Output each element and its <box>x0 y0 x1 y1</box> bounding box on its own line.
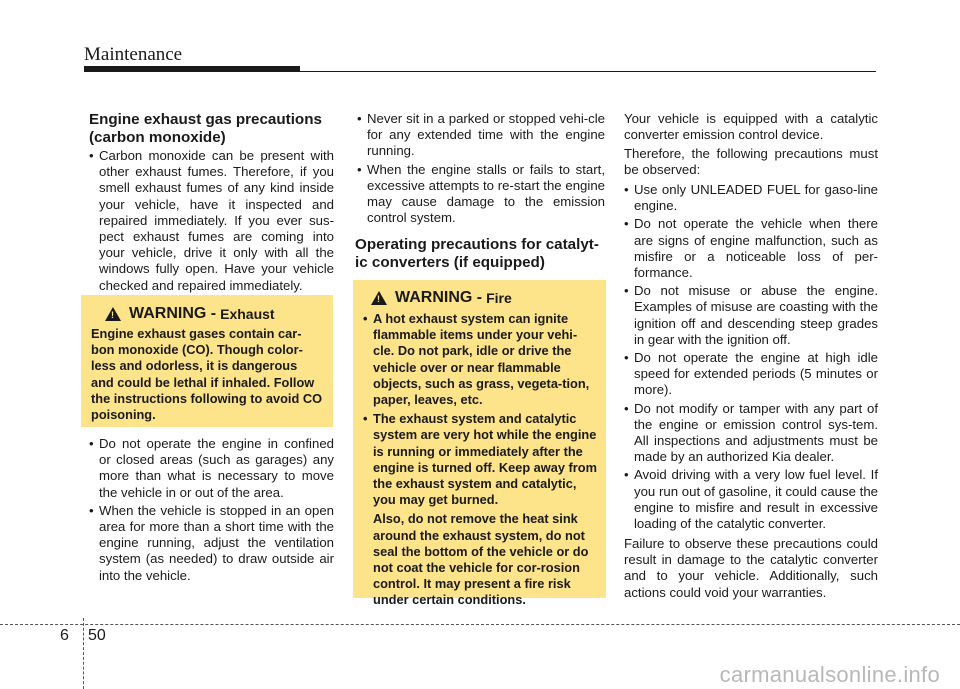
warning-fire-list <box>363 311 597 508</box>
warning-exhaust-box <box>81 295 333 427</box>
col1-bullets-top <box>89 148 334 296</box>
warning-exhaust-header <box>105 305 323 323</box>
col2-bullets-top <box>357 111 605 228</box>
warning-icon <box>371 291 387 305</box>
heading-catalytic: Operating precautions for catalyt-ic converters (if equipped) <box>355 236 599 271</box>
warning-topic: Exhaust <box>220 306 275 322</box>
list-item: • Do not misuse or abuse the engine. Examples of misuse are coasting with the ignition off and descending steep grades in gear with the ignition off. <box>624 283 878 348</box>
list-item: • Carbon monoxide can be present with other exhaust fumes. Therefore, if you smell exhaust fumes of any kind inside your vehicle, have it inspected and repaired immediately. If you ever sus-pect exhaust fumes are coming into your vehicle, drive it only with all the windows fully open. Have your vehicle checked and repaired immediately. <box>89 148 334 294</box>
header-rule-thick <box>84 66 300 72</box>
list-item: • When the vehicle is stopped in an open area for more than a short time with the engine running, adjust the ventilation system (as needed) to draw outside air into the vehicle. <box>89 503 334 584</box>
warning-topic: Fire <box>486 290 512 306</box>
page-number: 50 <box>88 627 106 644</box>
footer-divider <box>83 618 84 689</box>
col3-outro: Failure to observe these precautions could result in damage to the catalytic converter and to your vehicle. Additionally, such actions could void your warranties. <box>624 536 878 600</box>
warning-label: WARNING - <box>395 289 483 306</box>
warning-icon <box>105 307 121 321</box>
list-item: • A hot exhaust system can ignite flammable items under your vehi-cle. Do not park, idle or drive the vehicle over or near flammable objects, such as grass, vegeta-tion, paper, leaves, etc. <box>363 311 597 408</box>
col3-intro-1: Your vehicle is equipped with a catalytic converter emission control device. <box>624 111 878 143</box>
list-item: • Do not modify or tamper with any part of the engine or emission control sys-tem. All inspections and adjustments must be made by an authorized Kia dealer. <box>624 401 878 466</box>
list-item: • Use only UNLEADED FUEL for gaso-line engine. <box>624 182 878 214</box>
list-item: • When the engine stalls or fails to start, excessive attempts to re-start the engine may cause damage to the emission control system. <box>357 162 605 227</box>
section-title: Maintenance <box>84 44 183 65</box>
footer-rule <box>0 624 960 625</box>
warning-fire-header <box>371 289 597 307</box>
header-rule-thin <box>300 71 876 72</box>
col3-intro-2: Therefore, the following precautions must be observed: <box>624 146 878 178</box>
col1-bullets-bottom <box>89 436 334 586</box>
warning-fire-box <box>353 280 606 608</box>
list-item: • Never sit in a parked or stopped vehi-cle for any extended time with the engine running. <box>357 111 605 160</box>
warning-label: WARNING - <box>129 305 217 322</box>
chapter-number: 6 <box>60 627 69 644</box>
list-item: • Do not operate the engine at high idle speed for extended periods (5 minutes or more). <box>624 350 878 399</box>
list-item: • Do not operate the engine in confined or closed areas (such as garages) any more than what is necessary to move the vehicle in or out of the area. <box>89 436 334 501</box>
warning-exhaust-text: Engine exhaust gases contain car-bon monoxide (CO). Though color-less and odorless, it is dangerous and could be lethal if inhaled. Follow the instructions following to avoid CO poisoning. <box>91 326 323 423</box>
warning-fire-extra: Also, do not remove the heat sink around the exhaust system, do not seal the bottom of the vehicle or do not coat the vehicle for cor-rosion control. It may present a fire risk under certain conditions. <box>373 511 589 608</box>
col3-bullets <box>624 182 878 534</box>
heading-exhaust-gas: Engine exhaust gas precautions (carbon monoxide) <box>89 111 322 146</box>
list-item: • Do not operate the vehicle when there are signs of engine malfunction, such as misfire or a noticeable loss of per-formance. <box>624 216 878 281</box>
list-item: • The exhaust system and catalytic system are very hot while the engine is running or immediately after the engine is turned off. Keep away from the exhaust system and catalytic, you may get burned. <box>363 411 597 508</box>
watermark: carmanualsonline.info <box>719 662 940 687</box>
list-item: • Avoid driving with a very low fuel level. If you run out of gasoline, it could cause the engine to misfire and result in excessive loading of the catalytic converter. <box>624 467 878 532</box>
